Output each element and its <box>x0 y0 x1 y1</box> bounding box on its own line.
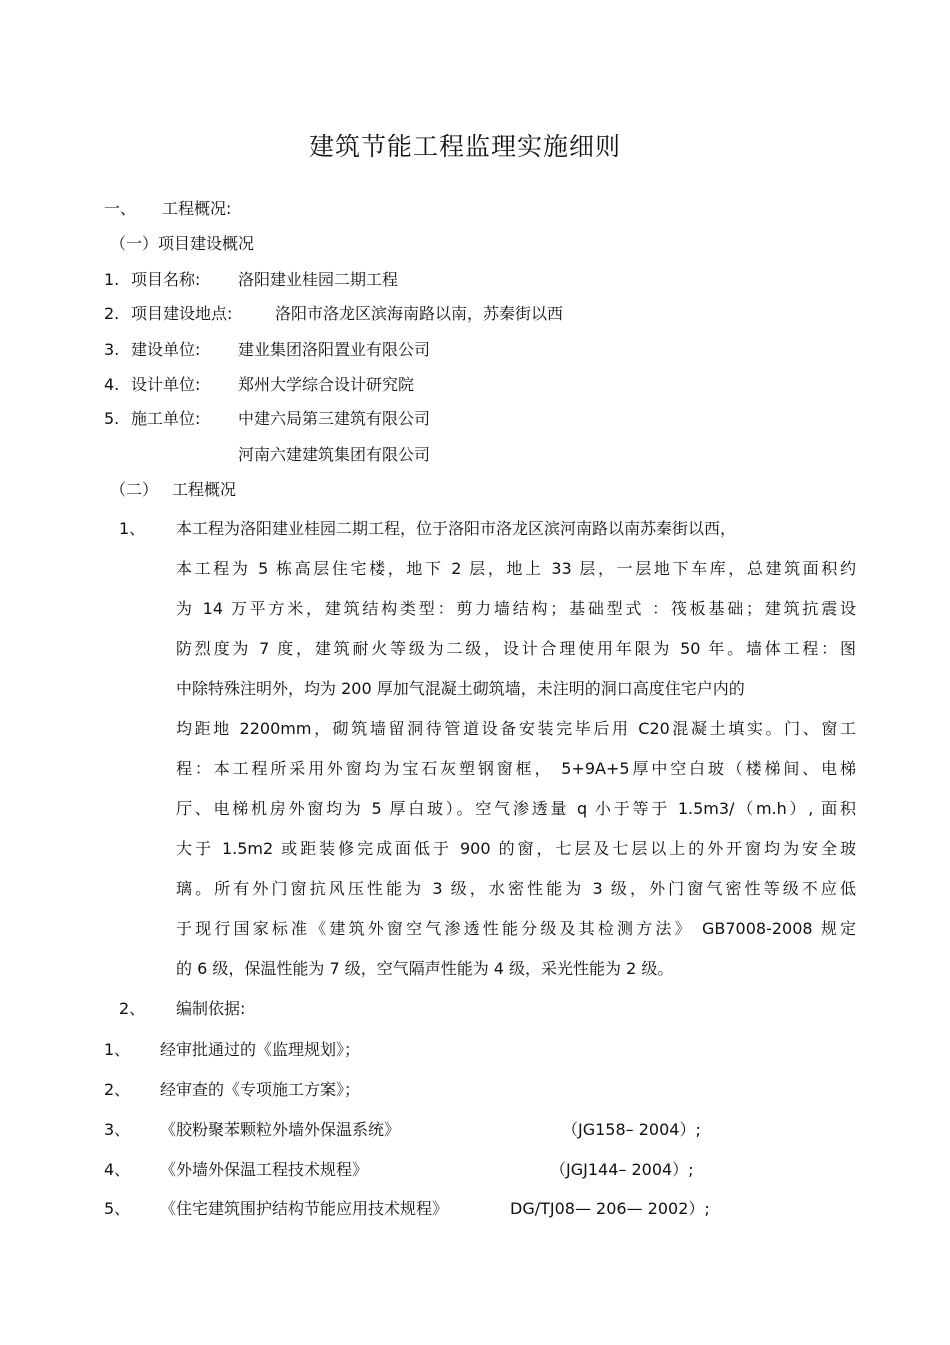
reference-number: 3、 <box>104 1120 131 1139</box>
paragraph-line: 厅、电梯机房外窗均为 5 厚白玻）。空气渗透量 q 小于等于 1.5m3/（m.h）, 面积 <box>176 799 856 818</box>
reference-number: 5、 <box>104 1199 131 1218</box>
paragraph-line: 程：本工程所采用外窗均为宝石灰塑钢窗框， 5+9A+5厚中空白玻（楼梯间、电梯 <box>176 759 856 778</box>
subsection-heading-1: （一）项目建设概况 <box>110 234 255 253</box>
item-value: 中建六局第三建筑有限公司 <box>238 409 431 428</box>
section-label: 工程概况: <box>162 199 232 218</box>
reference-number: 4、 <box>104 1160 131 1179</box>
section-number: 一、 <box>104 199 137 218</box>
item-label: 项目名称: <box>131 270 201 289</box>
item-value: 洛阳市洛龙区滨海南路以南，苏秦街以西 <box>275 304 564 323</box>
reference-title: 《外墙外保温工程技术规程》 <box>160 1160 369 1179</box>
reference-item <box>104 1120 701 1140</box>
reference-item <box>104 1199 710 1219</box>
item-label: 施工单位: <box>131 409 201 428</box>
section-heading-1 <box>104 199 231 219</box>
overview-number: 1、 <box>119 519 146 538</box>
paragraph-line: 大于 1.5m2 或距装修完成面低于 900 的窗，七层及七层以上的外开窗均为安全玻 <box>176 839 856 858</box>
basis-heading <box>119 999 245 1019</box>
list-item-continuation: 河南六建建筑集团有限公司 <box>238 445 431 464</box>
subsection-heading-2 <box>110 480 236 500</box>
paragraph-line: 中除特殊注明外，均为 200 厚加气混凝土砌筑墙，未注明的洞口高度住宅户内的 <box>176 679 745 698</box>
item-number: 3. <box>104 340 120 359</box>
reference-code: （JG158– 2004）; <box>562 1120 701 1139</box>
reference-item <box>104 1160 694 1180</box>
overview-paragraph <box>176 519 856 999</box>
list-item <box>104 375 414 395</box>
item-number: 4. <box>104 375 120 394</box>
paragraph-line: 防烈度为 7 度，建筑耐火等级为二级，设计合理使用年限为 50 年。墙体工程：图 <box>176 639 856 658</box>
paragraph-line: 均距地 2200mm，砌筑墙留洞待管道设备安装完毕后用 C20混凝土填实。门、窗工 <box>176 719 856 738</box>
paragraph-line: 于现行国家标准《建筑外窗空气渗透性能分级及其检测方法》 GB7008-2008 规定 <box>176 919 856 938</box>
list-item <box>104 340 430 360</box>
reference-title: 经审批通过的《监理规划》； <box>160 1040 361 1059</box>
item-label: 设计单位: <box>131 375 201 394</box>
subsection-label: 工程概况 <box>172 480 237 499</box>
basis-label: 编制依据: <box>176 999 246 1018</box>
paragraph-line: 为 14 万平方米，建筑结构类型：剪力墙结构；基础型式 ：筏板基础；建筑抗震设 <box>176 599 856 618</box>
reference-code: DG/TJ08— 206— 2002）; <box>510 1199 710 1218</box>
subsection-number: （二） <box>110 480 159 499</box>
item-number: 1. <box>104 270 120 289</box>
reference-item <box>104 1040 360 1060</box>
paragraph-line: 本工程为 5 栋高层住宅楼，地下 2 层，地上 33 层，一层地下车库，总建筑面积约 <box>176 559 856 578</box>
reference-title: 《胶粉聚苯颗粒外墙外保温系统》 <box>160 1120 401 1139</box>
paragraph-line: 璃。所有外门窗抗风压性能为 3 级，水密性能为 3 级，外门窗气密性等级不应低 <box>176 879 856 898</box>
item-value: 洛阳建业桂园二期工程 <box>238 270 399 289</box>
item-value: 建业集团洛阳置业有限公司 <box>238 340 431 359</box>
item-label: 项目建设地点: <box>131 304 233 323</box>
document-title: 建筑节能工程监理实施细则 <box>308 132 621 161</box>
basis-number: 2、 <box>119 999 146 1018</box>
reference-code: （JGJ144– 2004）; <box>550 1160 694 1179</box>
reference-number: 1、 <box>104 1040 131 1059</box>
item-number: 2. <box>104 304 120 323</box>
paragraph-line: 本工程为洛阳建业桂园二期工程，位于洛阳市洛龙区滨河南路以南苏秦街以西， <box>176 519 737 538</box>
list-item <box>104 304 563 324</box>
list-item <box>104 409 430 429</box>
item-number: 5. <box>104 409 120 428</box>
paragraph-line: 的 6 级，保温性能为 7 级，空气隔声性能为 4 级，采光性能为 2 级。 <box>176 959 674 978</box>
list-item <box>104 270 398 290</box>
reference-number: 2、 <box>104 1080 131 1099</box>
reference-item <box>104 1080 360 1100</box>
reference-title: 经审查的《专项施工方案》； <box>160 1080 361 1099</box>
item-value: 郑州大学综合设计研究院 <box>238 375 415 394</box>
item-label: 建设单位: <box>131 340 201 359</box>
reference-title: 《住宅建筑围护结构节能应用技术规程》 <box>160 1199 449 1218</box>
